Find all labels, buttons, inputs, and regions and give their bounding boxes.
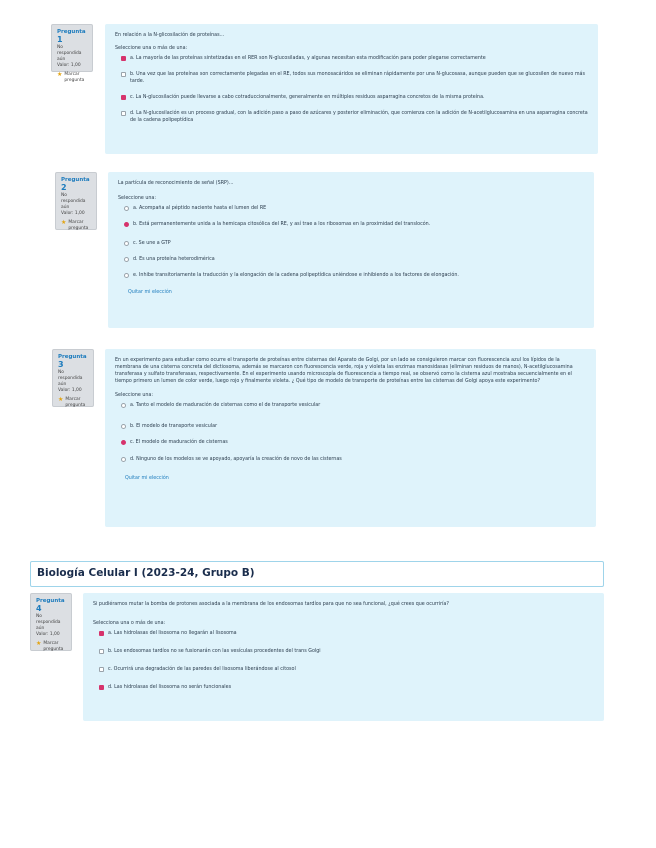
question-score: Valor: 1,00 [57,63,81,68]
checkbox[interactable] [99,649,104,654]
answer-prompt: Selecciona una o más de una: [93,621,166,626]
question-text: En relación a la N-glicosilación de proteínas... [115,33,225,38]
question-info-2 [55,172,97,230]
answer-option[interactable]: d. Es una proteína heterodimérica [124,256,584,263]
answer-option[interactable]: c. Se une a GTP [124,240,584,247]
question-text: Si pudiéramos mutar la bomba de protones asociada a la membrana de los endosomas tardíos para que no sea funcional, ¿qué crees que ocurriría? [93,602,449,607]
question-score: Valor: 1,00 [61,211,85,216]
radio[interactable] [121,403,126,408]
question-info-3 [52,349,94,407]
radio[interactable] [121,424,126,429]
answer-option[interactable]: a. La mayoría de las proteínas sintetizadas en el RER son N-glucosiladas, y algunas necesitan esta modificación para poder plegarse correctamente [121,55,588,62]
flag-question-button[interactable]: ★ Marcar pregunta [58,396,86,408]
radio[interactable] [124,273,129,278]
question-status: No respondida aún [36,614,61,631]
answer-option[interactable]: d. Las hidrolasas del lisosoma no serán funcionales [99,684,594,691]
checkbox[interactable] [99,667,104,672]
answer-option[interactable]: b. Una vez que las proteínas son correctamente plegadas en el RE, todos sus monosacáridos se eliminan rápidamente por una N-glucosasa, aunque pueden que se glucosilen de nuevo más tarde. [121,71,588,85]
radio-selected[interactable] [121,440,126,445]
checkbox[interactable] [121,111,126,116]
answer-option[interactable]: b. Los endosomas tardíos no se fusionarán con las vesículas procedentes del trans Golgi [99,648,594,655]
answer-option[interactable]: b. Está permanentemente unida a la hemicapa citosólica del RE, y así trae a los ribosomas en la proximidad del translocón. [124,221,584,228]
answer-option[interactable]: c. Ocurrirá una degradación de las paredes del lisosoma liberándose al citosol [99,666,594,673]
answer-option[interactable]: c. El modelo de maduración de cisternas [121,439,586,446]
clear-choice-link[interactable]: Quitar mi elección [125,476,169,481]
question-status: No respondida aún [61,193,86,210]
question-score: Valor: 1,00 [58,388,82,393]
radio[interactable] [121,457,126,462]
answer-prompt: Seleccione una o más de una: [115,46,188,51]
question-number: Pregunta 4 [36,598,65,613]
course-title-bar [30,561,604,587]
flag-question-button[interactable]: ★ Marcar pregunta [61,219,89,231]
answer-option[interactable]: a. Acompaña al péptido naciente hasta el lumen del RE [124,205,584,212]
question-status: No respondida aún [58,370,83,387]
flag-icon: ★ [36,640,42,647]
answer-prompt: Seleccione una: [115,393,153,398]
question-text: La partícula de reconocimiento de señal (SRP)... [118,181,234,186]
flag-question-button[interactable]: ★ Marcar pregunta [57,71,85,83]
checkbox-checked[interactable] [121,56,126,61]
answer-option[interactable]: e. Inhibe transitoriamente la traducción y la elongación de la cadena polipeptídica uniéndose e inhibiendo a los factores de elongación. [124,272,584,279]
question-text: En un experimento para estudiar como ocurre el transporte de proteínas entre cisternas del Aparato de Golgi, por un lado se consiguieron marcar con fluorescencia azul los lípidos de la membrana de una cisterna concreta del dictiosoma, además se marcaron con fluorescencia verde, roja y violeta las enzimas manosidasas (eliminan residuos de manos), N-acetilglucosamina transferasa y sulfato transferasas, respectivamente. En el experimento usando microscopía de fluorescencia a tiempo real, se observó como la cisterna azul mostraba secuencialmente en el tiempo primero un lumen de color verde, luego rojo y finalmente violeta. ¿ Qué tipo de modelo de transporte de proteínas entre las cisternas del Golgi apoya este experimento? [115,358,573,384]
question-info-4 [30,593,72,651]
checkbox-checked[interactable] [99,631,104,636]
radio-selected[interactable] [124,222,129,227]
answer-option[interactable]: a. Las hidrolasas del lisosoma no llegarán al lisosoma [99,630,594,637]
course-title: Biología Celular I (2023-24, Grupo B) [37,567,255,579]
answer-option[interactable]: d. Ninguno de los modelos se ve apoyado, apoyaría la creación de novo de las cisternas [121,456,586,463]
question-number: Pregunta 3 [58,354,87,369]
flag-icon: ★ [57,71,63,78]
checkbox[interactable] [121,72,126,77]
answer-option[interactable]: b. El modelo de transporte vesicular [121,423,586,430]
question-number: Pregunta 2 [61,177,90,192]
flag-icon: ★ [58,396,64,403]
question-number: Pregunta 1 [57,29,86,44]
question-content-2 [108,172,594,328]
radio[interactable] [124,257,129,262]
flag-question-button[interactable]: ★ Marcar pregunta [36,640,64,652]
checkbox-checked[interactable] [121,95,126,100]
radio[interactable] [124,206,129,211]
answer-option[interactable]: d. La N-glucosilación es un proceso gradual, con la adición paso a paso de azúcares y posterior eliminación, que comienza con la adición de N-acetilglucosamina en una asparragina concreta de la cadena polipeptídica [121,110,588,124]
answer-option[interactable]: a. Tanto el modelo de maduración de cisternas como el de transporte vesicular [121,402,586,409]
question-content-4 [83,593,604,721]
question-content-1 [105,24,598,154]
radio[interactable] [124,241,129,246]
flag-icon: ★ [61,219,67,226]
question-content-3 [105,349,596,527]
clear-choice-link[interactable]: Quitar mi elección [128,290,172,295]
question-status: No respondida aún [57,45,82,62]
checkbox-checked[interactable] [99,685,104,690]
question-info-1 [51,24,93,83]
answer-prompt: Seleccione una: [118,196,156,201]
answer-option[interactable]: c. La N-glucosilación puede llevarse a cabo cotraduccionalmente, generalmente en múltiples residuos asparragina concretos de la misma proteína. [121,94,588,101]
question-score: Valor: 1,00 [36,632,60,637]
